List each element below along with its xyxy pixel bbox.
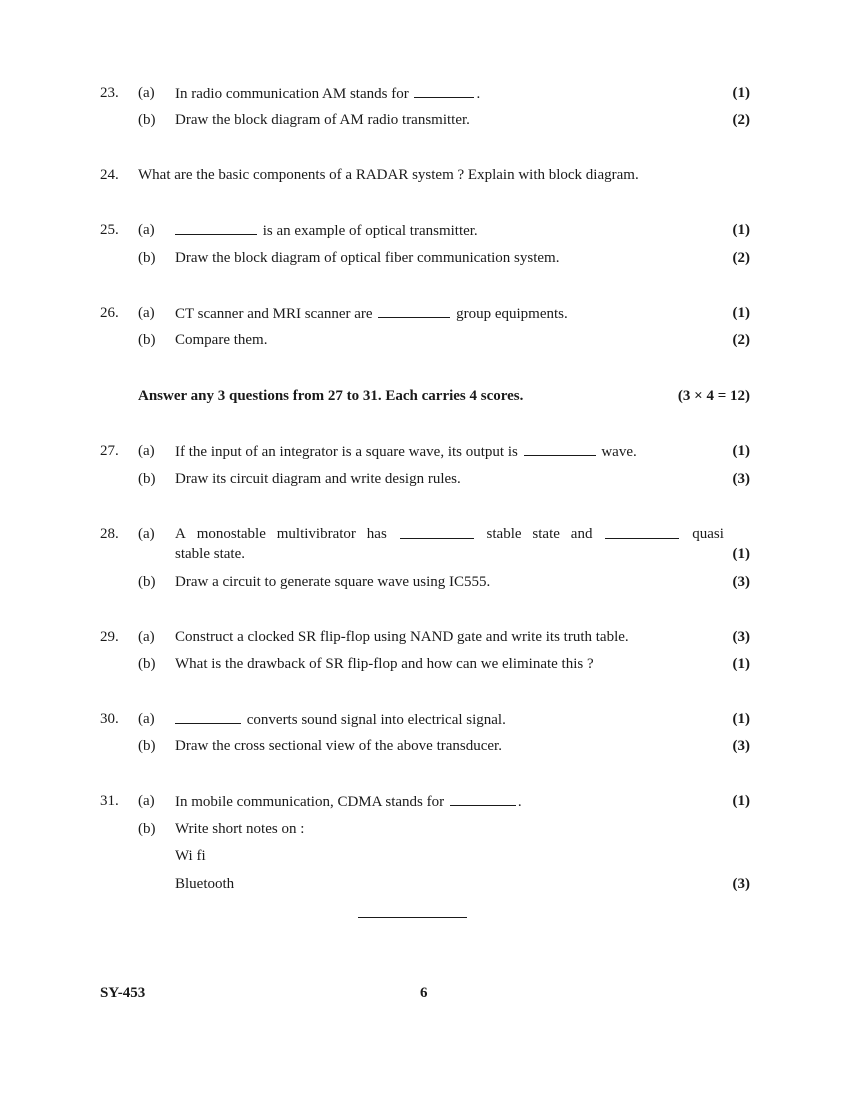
question-text: Draw its circuit diagram and write design rules.	[175, 471, 461, 487]
question-number: 28.	[100, 526, 119, 542]
end-rule	[358, 917, 467, 918]
question-26b	[0, 330, 850, 350]
question-text: In radio communication AM stands for .	[175, 83, 480, 104]
question-28b	[0, 572, 850, 592]
marks: (2)	[732, 112, 750, 128]
question-text: Draw a circuit to generate square wave using IC555.	[175, 574, 491, 590]
section-marks: (3 × 4 = 12)	[677, 388, 750, 404]
sub-label: (b)	[138, 738, 156, 754]
answer-blank	[605, 524, 679, 539]
sub-label: (a)	[138, 443, 155, 459]
marks: (3)	[732, 738, 750, 754]
question-27a	[0, 441, 850, 461]
marks: (1)	[732, 443, 750, 459]
instruction-text: Answer any 3 questions from 27 to 31. Each carries 4 scores.	[138, 388, 524, 404]
note-item: Wi fi	[175, 848, 206, 864]
marks: (1)	[732, 85, 750, 101]
question-23b	[0, 110, 850, 130]
question-number: 26.	[100, 305, 119, 321]
sub-label: (a)	[138, 629, 155, 645]
marks: (1)	[732, 222, 750, 238]
sub-label: (b)	[138, 574, 156, 590]
question-31a	[0, 791, 850, 811]
question-number: 23.	[100, 85, 119, 101]
question-number: 29.	[100, 629, 119, 645]
paper-code: SY-453	[100, 985, 146, 1001]
question-text: stable state.	[175, 546, 245, 562]
question-30a	[0, 709, 850, 729]
sub-label: (b)	[138, 656, 156, 672]
marks: (1)	[732, 656, 750, 672]
sub-label: (b)	[138, 332, 156, 348]
marks: (2)	[732, 250, 750, 266]
answer-blank	[400, 524, 474, 539]
question-number: 24.	[100, 167, 119, 183]
question-30b	[0, 736, 850, 756]
question-number: 31.	[100, 793, 119, 809]
question-31b	[0, 819, 850, 839]
sub-label: (a)	[138, 222, 155, 238]
question-text: Construct a clocked SR flip-flop using NAND gate and write its truth table.	[175, 629, 629, 645]
question-29b	[0, 654, 850, 674]
sub-label: (a)	[138, 793, 155, 809]
question-29a	[0, 627, 850, 647]
question-31b-item-2	[0, 874, 850, 894]
question-text: What are the basic components of a RADAR system ? Explain with block diagram.	[138, 167, 639, 183]
sub-label: (a)	[138, 305, 155, 321]
page-number: 6	[420, 985, 428, 1001]
question-text: Write short notes on :	[175, 821, 305, 837]
question-number: 30.	[100, 711, 119, 727]
section-instruction	[0, 386, 850, 406]
question-text: Draw the block diagram of optical fiber communication system.	[175, 250, 560, 266]
question-text: Compare them.	[175, 332, 268, 348]
question-text: If the input of an integrator is a square wave, its output is wave.	[175, 441, 637, 462]
sub-label: (b)	[138, 471, 156, 487]
question-text: What is the drawback of SR flip-flop and how can we eliminate this ?	[175, 656, 594, 672]
question-31b-item-1	[0, 846, 850, 866]
marks: (1)	[732, 305, 750, 321]
question-25a	[0, 220, 850, 240]
question-28a-cont	[0, 544, 850, 564]
question-27b	[0, 469, 850, 489]
sub-label: (a)	[138, 526, 155, 542]
answer-blank	[175, 220, 257, 235]
question-26a	[0, 303, 850, 323]
marks: (3)	[732, 471, 750, 487]
question-text: A monostable multivibrator has stable state and quasi	[175, 526, 724, 542]
answer-blank	[175, 709, 241, 724]
question-number: 27.	[100, 443, 119, 459]
sub-label: (b)	[138, 112, 156, 128]
question-text: is an example of optical transmitter.	[175, 220, 478, 241]
sub-label: (b)	[138, 250, 156, 266]
marks: (2)	[732, 332, 750, 348]
sub-label: (a)	[138, 85, 155, 101]
question-28a	[0, 524, 850, 544]
marks: (3)	[732, 876, 750, 892]
question-text: CT scanner and MRI scanner are group equipments.	[175, 303, 568, 324]
answer-blank	[450, 791, 516, 806]
marks: (3)	[732, 574, 750, 590]
question-text: Draw the block diagram of AM radio transmitter.	[175, 112, 470, 128]
question-number: 25.	[100, 222, 119, 238]
answer-blank	[378, 303, 450, 318]
sub-label: (a)	[138, 711, 155, 727]
question-23a	[0, 83, 850, 103]
note-item: Bluetooth	[175, 876, 235, 892]
question-text: In mobile communication, CDMA stands for .	[175, 791, 522, 812]
answer-blank	[414, 83, 474, 98]
marks: (1)	[732, 793, 750, 809]
question-25b	[0, 248, 850, 268]
sub-label: (b)	[138, 821, 156, 837]
marks: (3)	[732, 629, 750, 645]
marks: (1)	[732, 546, 750, 562]
question-text: converts sound signal into electrical signal.	[175, 709, 506, 730]
question-text: Draw the cross sectional view of the above transducer.	[175, 738, 502, 754]
marks: (1)	[732, 711, 750, 727]
answer-blank	[524, 441, 596, 456]
question-24	[0, 165, 850, 185]
